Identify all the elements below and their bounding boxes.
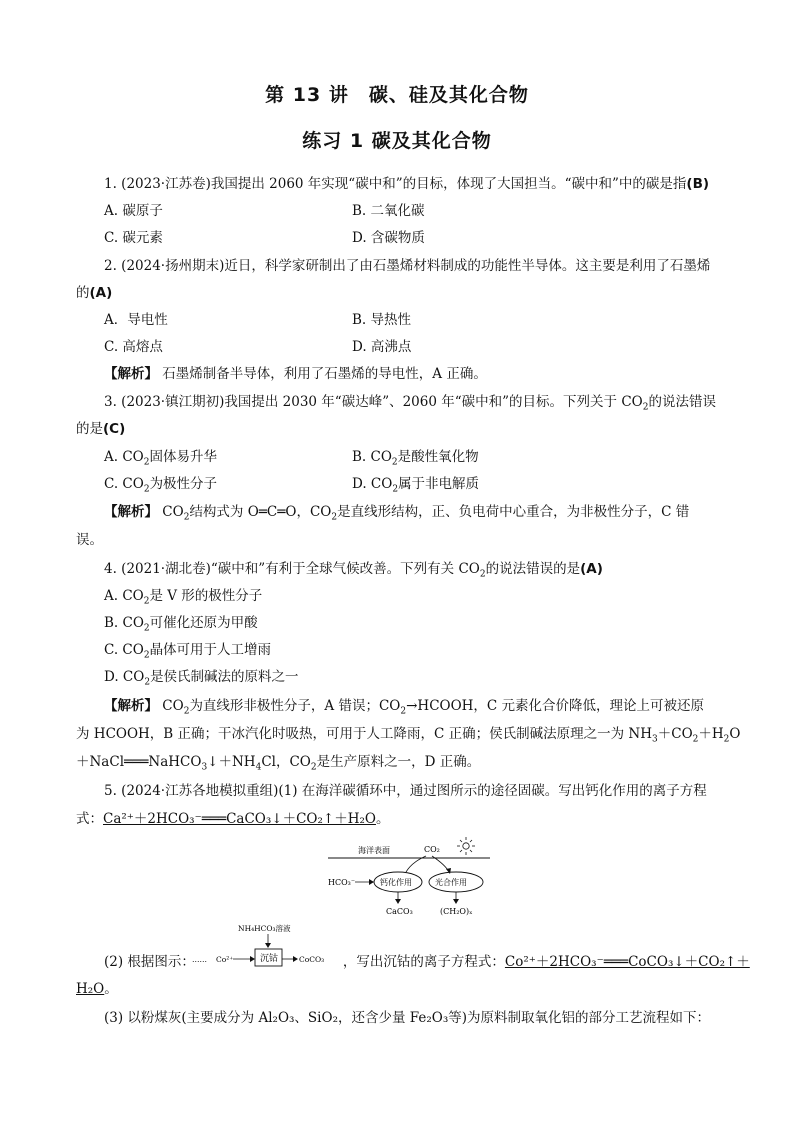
precipitation-box-label: 沉钴 xyxy=(260,954,279,964)
q1-stem-text: 1. (2023·江苏卷)我国提出 2060 年实现“碳中和”的目标，体现了大国担当。“碳中和”中的碳是指 xyxy=(104,176,687,192)
q4-stem: 4. (2021·湖北卷)“碳中和”有利于全球气候改善。下列有关 $CO_2$的说法错误的是(A) xyxy=(104,561,603,580)
q4-answer: (A) xyxy=(580,561,603,577)
q1-option-b: B. 二氧化碳 xyxy=(352,203,425,219)
reagent-label: NH₄HCO₃溶液 xyxy=(238,924,291,933)
q4-analysis-line1: 【解析】 $CO_2$为直线形非极性分子，A 错误；$CO_2\to HCOOH$，C 元素化合价降低，理论上可被还原 xyxy=(104,698,705,717)
q5-equation-2: Co²⁺＋2HCO₃⁻═══CoCO₃↓＋CO₂↑＋ xyxy=(504,954,750,970)
q2-answer: (A) xyxy=(89,285,113,301)
q1-stem xyxy=(104,174,709,194)
q4-analysis-tag: 【解析】 xyxy=(104,698,158,714)
q4-option-b: B. $CO_2$可催化还原为甲酸 xyxy=(104,615,258,634)
q2-stem-text: 的 xyxy=(76,285,90,301)
q4-analysis-line3: $+NaCl═══NaHCO_3↓+NH_4Cl$，$CO_2$是生产原料之一，D 正确。 xyxy=(76,754,481,773)
q2-analysis-text: 石墨烯制备半导体，利用了石墨烯的导电性，A 正确。 xyxy=(158,366,487,382)
sea-surface-label: 海洋表面 xyxy=(358,846,390,855)
q2-stem-line2 xyxy=(76,283,112,303)
q3-analysis-tag: 【解析】 xyxy=(104,504,158,520)
q2-analysis xyxy=(104,364,487,384)
q5-equation-1: Ca²⁺＋2HCO₃⁻═══CaCO₃↓＋CO₂↑＋H₂O xyxy=(103,811,376,827)
q3-stem-text-b: 的说法错误 xyxy=(648,394,716,410)
q3-analysis-line1: 【解析】 $CO_2$结构式为 O═C═O，$CO_2$是直线形结构，正、负电荷中心重合，为非极性分子，C 错 xyxy=(104,504,690,523)
ocean-carbon-diagram xyxy=(322,836,497,920)
q3-option-a: A. $CO_2$固体易升华 xyxy=(104,449,217,468)
co2-label: CO₂ xyxy=(424,845,440,854)
photosynthesis-label: 光合作用 xyxy=(435,878,467,887)
dots-label: …… xyxy=(192,955,207,964)
ch2o-label: (CH₂O)ₓ xyxy=(440,907,473,916)
q1-option-a: A. 碳原子 xyxy=(104,203,163,219)
caco3-label: CaCO₃ xyxy=(386,907,413,916)
q2-option-b: B. 导热性 xyxy=(352,312,412,328)
q3-stem-line1: 3. (2023·镇江期初)我国提出 2030 年“碳达峰”、2060 年“碳中和”的目标。下列关于 $CO_2$的说法错误 xyxy=(104,394,716,413)
q3-stem-line2 xyxy=(76,419,125,439)
q5-stem-line2: 式：Ca²⁺＋2HCO₃⁻═══CaCO₃↓＋CO₂↑＋H₂O。 xyxy=(76,811,390,827)
q3-option-b: B. $CO_2$是酸性氧化物 xyxy=(352,449,479,468)
q5-stem-line1: 5. (2024·江苏各地模拟重组)(1) 在海洋碳循环中，通过图所示的途径固碳。写出钙化作用的离子方程 xyxy=(104,783,707,799)
q3-stem-text: 3. (2023·镇江期初)我国提出 2030 年“碳达峰”、2060 年“碳中和”的目标。下列关于 CO xyxy=(104,394,643,410)
q1-option-d: D. 含碳物质 xyxy=(352,230,425,246)
q3-option-c: C. $CO_2$为极性分子 xyxy=(104,476,218,495)
q5-part2-line1: (2) 根据图示： ，写出沉钴的离子方程式：Co²⁺＋2HCO₃⁻═══CoCO₃↓＋CO₂↑＋ xyxy=(104,954,750,970)
q1-option-c: C. 碳元素 xyxy=(104,230,163,246)
page-title: 第 13 讲 碳、硅及其化合物 xyxy=(265,84,529,106)
q1-answer: (B) xyxy=(686,176,710,192)
q2-option-d: D. 高沸点 xyxy=(352,339,412,355)
q2-stem-line1: 2. (2024·扬州期末)近日，科学家研制出了由石墨烯材料制成的功能性半导体。这主要是利用了石墨烯 xyxy=(104,258,711,274)
hco3-label: HCO₃⁻ xyxy=(328,878,356,887)
q2-analysis-tag: 【解析】 xyxy=(104,366,158,382)
co-ion-label: Co²⁺ xyxy=(216,955,234,964)
q5-part2-line2: H₂O。 xyxy=(76,981,118,997)
q4-option-a: A. $CO_2$是 V 形的极性分子 xyxy=(104,588,263,607)
q4-option-d: D. $CO_2$是侯氏制碱法的原料之一 xyxy=(104,669,299,688)
q3-answer: (C) xyxy=(103,421,126,437)
q5-part3: (3) 以粉煤灰(主要成分为 Al₂O₃、SiO₂，还含少量 Fe₂O₃等)为原料制取氧化铝的部分工艺流程如下： xyxy=(104,1010,711,1026)
q4-option-c: C. $CO_2$晶体可用于人工增雨 xyxy=(104,642,272,661)
page-subtitle: 练习 1 碳及其化合物 xyxy=(302,130,492,152)
q3-analysis-line2: 误。 xyxy=(76,532,103,548)
calcification-label: 钙化作用 xyxy=(380,878,412,887)
sun-icon xyxy=(457,837,475,855)
q2-option-c: C. 高熔点 xyxy=(104,339,163,355)
q3-option-d: D. $CO_2$属于非电解质 xyxy=(352,476,480,495)
q3-stem-text-2: 的是 xyxy=(76,421,103,437)
q2-option-a: A．导电性 xyxy=(104,312,168,328)
q4-analysis-line2: 为 HCOOH，B 正确；干冰汽化时吸热，可用于人工降雨，C 正确；侯氏制碱法原理之一为 $NH_3+CO_2+H_2O$ xyxy=(76,726,741,745)
coco3-label: CoCO₃ xyxy=(299,955,325,964)
